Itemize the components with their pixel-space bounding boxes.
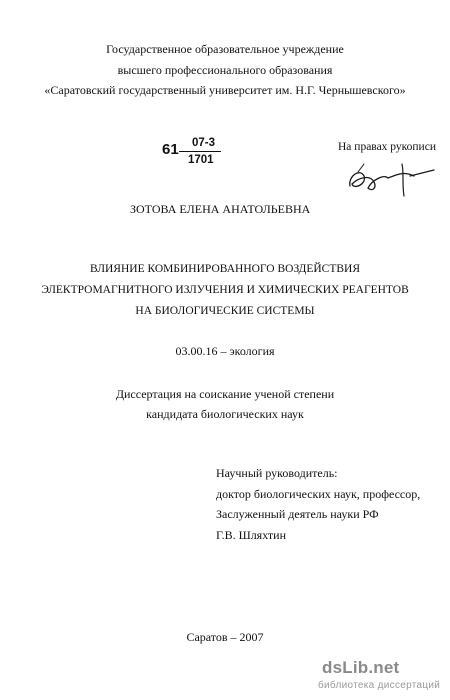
- specialty-code: 03.00.16 – экология: [175, 344, 275, 358]
- supervisor-degree: доктор биологических наук, профессор,: [216, 487, 421, 501]
- title-line-2: ЭЛЕКТРОМАГНИТНОГО ИЗЛУЧЕНИЯ И ХИМИЧЕСКИХ РЕАГЕНТОВ: [41, 284, 409, 296]
- degree-line-1: Диссертация на соискание ученой степени: [115, 387, 335, 401]
- title-line-3: НА БИОЛОГИЧЕСКИЕ СИСТЕМЫ: [135, 305, 315, 317]
- watermark-logo: [322, 658, 399, 678]
- institution-line-1: Государственное образовательное учреждение: [106, 42, 344, 56]
- catalog-code-numerator: 07-3: [192, 137, 216, 149]
- title-line-1: ВЛИЯНИЕ КОМБИНИРОВАННОГО ВОЗДЕЙСТВИЯ: [89, 263, 361, 275]
- supervisor-name: Г.В. Шляхтин: [216, 528, 286, 542]
- signature-mark: [344, 160, 440, 200]
- supervisor-heading: Научный руководитель:: [216, 466, 338, 480]
- institution-line-2: высшего профессионального образования: [117, 63, 333, 77]
- catalog-code-denominator: 1701: [188, 154, 214, 166]
- catalog-code-fraction-line: [179, 151, 221, 152]
- rights-note: На правах рукописи: [338, 141, 436, 153]
- watermark-logo-main: dsLib: [322, 658, 369, 677]
- supervisor-honor: Заслуженный деятель науки РФ: [216, 507, 379, 521]
- institution-line-3: «Саратовский государственный университет им. Н.Г. Чернышевского»: [44, 83, 406, 97]
- watermark-logo-tld: .net: [368, 658, 400, 677]
- catalog-code-prefix: 61: [162, 141, 179, 158]
- degree-line-2: кандидата биологических наук: [146, 407, 304, 421]
- author-name: ЗОТОВА ЕЛЕНА АНАТОЛЬЕВНА: [130, 202, 311, 216]
- place-year: Саратов – 2007: [186, 630, 264, 644]
- watermark-subtitle: библиотека диссертаций: [318, 680, 441, 691]
